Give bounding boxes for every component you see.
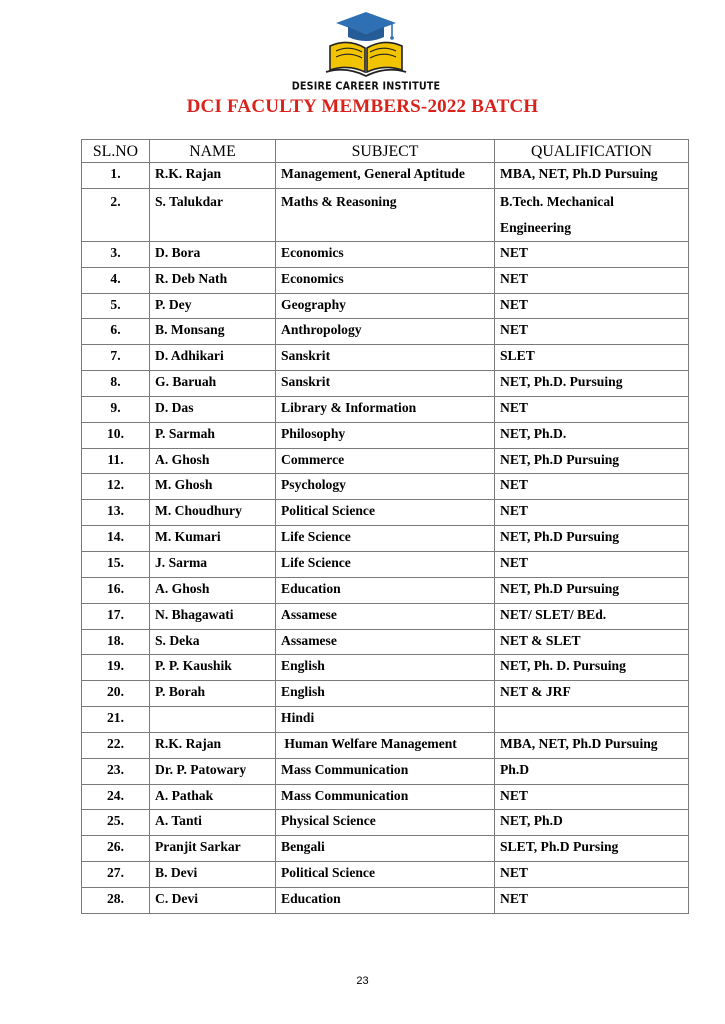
name-cell: P. Sarmah	[150, 422, 276, 448]
qualification-cell: NET	[495, 241, 689, 267]
name-cell: N. Bhagawati	[150, 603, 276, 629]
sl-no-cell: 15.	[82, 551, 150, 577]
qualification-cell: NET	[495, 551, 689, 577]
table-row	[82, 862, 689, 888]
table-row	[82, 396, 689, 422]
qualification-cell: NET, Ph.D Pursuing	[495, 448, 689, 474]
name-cell: D. Adhikari	[150, 345, 276, 371]
table-row	[82, 345, 689, 371]
sl-no-cell: 21.	[82, 707, 150, 733]
graduation-cap-book-icon	[324, 10, 408, 78]
qualification-cell: NET & JRF	[495, 681, 689, 707]
qualification-cell: NET, Ph. D. Pursuing	[495, 655, 689, 681]
table-row	[82, 422, 689, 448]
qualification-cell	[495, 707, 689, 733]
column-header-qualification: QUALIFICATION	[495, 140, 689, 163]
institute-name: DESIRE CAREER INSTITUTE	[291, 80, 441, 93]
qualification-cell: NET, Ph.D Pursuing	[495, 526, 689, 552]
name-cell: P. Dey	[150, 293, 276, 319]
subject-cell: Economics	[276, 267, 495, 293]
sl-no-cell: 14.	[82, 526, 150, 552]
name-cell: J. Sarma	[150, 551, 276, 577]
qualification-cell: SLET	[495, 345, 689, 371]
name-cell: D. Das	[150, 396, 276, 422]
subject-cell: Political Science	[276, 862, 495, 888]
table-row	[82, 551, 689, 577]
qualification-cell: Ph.D	[495, 758, 689, 784]
table-row	[82, 707, 689, 733]
table-row	[82, 810, 689, 836]
table-row	[82, 371, 689, 397]
table-row	[82, 319, 689, 345]
qualification-cell: NET	[495, 784, 689, 810]
table-row	[82, 758, 689, 784]
subject-cell: Maths & Reasoning	[276, 188, 495, 241]
name-cell: Pranjit Sarkar	[150, 836, 276, 862]
qualification-cell: NET	[495, 474, 689, 500]
subject-cell: English	[276, 681, 495, 707]
table-row	[82, 241, 689, 267]
name-cell: C. Devi	[150, 887, 276, 913]
subject-cell: Commerce	[276, 448, 495, 474]
table-row	[82, 784, 689, 810]
qualification-cell: MBA, NET, Ph.D Pursuing	[495, 163, 689, 189]
table-row	[82, 526, 689, 552]
name-cell: A. Pathak	[150, 784, 276, 810]
name-cell: M. Ghosh	[150, 474, 276, 500]
sl-no-cell: 22.	[82, 732, 150, 758]
name-cell: G. Baruah	[150, 371, 276, 397]
subject-cell: Education	[276, 887, 495, 913]
name-cell: D. Bora	[150, 241, 276, 267]
sl-no-cell: 16.	[82, 577, 150, 603]
subject-cell: Bengali	[276, 836, 495, 862]
qualification-cell: NET, Ph.D Pursuing	[495, 577, 689, 603]
sl-no-cell: 9.	[82, 396, 150, 422]
sl-no-cell: 2.	[82, 188, 150, 241]
name-cell: R.K. Rajan	[150, 163, 276, 189]
table-row	[82, 887, 689, 913]
table-row	[82, 293, 689, 319]
subject-cell: Mass Communication	[276, 784, 495, 810]
page-title: DCI FACULTY MEMBERS-2022 BATCH	[186, 96, 539, 117]
name-cell: M. Choudhury	[150, 500, 276, 526]
page-number: 23	[356, 975, 369, 987]
qualification-cell: SLET, Ph.D Pursing	[495, 836, 689, 862]
name-cell: B. Devi	[150, 862, 276, 888]
qualification-cell: NET	[495, 293, 689, 319]
name-cell: S. Deka	[150, 629, 276, 655]
name-cell: A. Ghosh	[150, 448, 276, 474]
table-row	[82, 474, 689, 500]
name-cell: R.K. Rajan	[150, 732, 276, 758]
name-cell: R. Deb Nath	[150, 267, 276, 293]
subject-cell: Geography	[276, 293, 495, 319]
sl-no-cell: 13.	[82, 500, 150, 526]
qualification-cell: B.Tech. Mechanical Engineering	[495, 188, 689, 241]
sl-no-cell: 3.	[82, 241, 150, 267]
qualification-cell: NET, Ph.D. Pursuing	[495, 371, 689, 397]
faculty-table	[81, 139, 689, 914]
sl-no-cell: 10.	[82, 422, 150, 448]
table-row	[82, 681, 689, 707]
subject-cell: Anthropology	[276, 319, 495, 345]
subject-cell: Mass Communication	[276, 758, 495, 784]
name-cell: P. Borah	[150, 681, 276, 707]
column-header-subject: SUBJECT	[276, 140, 495, 163]
qualification-cell: NET, Ph.D	[495, 810, 689, 836]
subject-cell: Economics	[276, 241, 495, 267]
qualification-cell: MBA, NET, Ph.D Pursuing	[495, 732, 689, 758]
subject-cell: Physical Science	[276, 810, 495, 836]
institute-logo	[286, 10, 446, 94]
sl-no-cell: 20.	[82, 681, 150, 707]
table-row	[82, 577, 689, 603]
column-header-sl-no: SL.NO	[82, 140, 150, 163]
subject-cell: English	[276, 655, 495, 681]
sl-no-cell: 5.	[82, 293, 150, 319]
sl-no-cell: 11.	[82, 448, 150, 474]
subject-cell: Sanskrit	[276, 371, 495, 397]
qualification-cell: NET	[495, 887, 689, 913]
subject-cell: Hindi	[276, 707, 495, 733]
sl-no-cell: 1.	[82, 163, 150, 189]
qualification-cell: NET, Ph.D.	[495, 422, 689, 448]
qualification-cell: NET	[495, 862, 689, 888]
sl-no-cell: 8.	[82, 371, 150, 397]
column-header-name: NAME	[150, 140, 276, 163]
table-row	[82, 655, 689, 681]
name-cell	[150, 707, 276, 733]
qualification-cell: NET	[495, 500, 689, 526]
sl-no-cell: 19.	[82, 655, 150, 681]
qualification-cell: NET	[495, 396, 689, 422]
sl-no-cell: 17.	[82, 603, 150, 629]
name-cell: A. Ghosh	[150, 577, 276, 603]
subject-cell: Sanskrit	[276, 345, 495, 371]
sl-no-cell: 26.	[82, 836, 150, 862]
table-row	[82, 448, 689, 474]
qualification-cell: NET	[495, 267, 689, 293]
sl-no-cell: 6.	[82, 319, 150, 345]
sl-no-cell: 25.	[82, 810, 150, 836]
name-cell: Dr. P. Patowary	[150, 758, 276, 784]
subject-cell: Life Science	[276, 526, 495, 552]
qualification-cell: NET & SLET	[495, 629, 689, 655]
qualification-cell: NET	[495, 319, 689, 345]
name-cell: M. Kumari	[150, 526, 276, 552]
subject-cell: Education	[276, 577, 495, 603]
table-row	[82, 732, 689, 758]
subject-cell: Philosophy	[276, 422, 495, 448]
table-row	[82, 836, 689, 862]
table-header-row	[82, 140, 689, 163]
subject-cell: Life Science	[276, 551, 495, 577]
table-row	[82, 267, 689, 293]
sl-no-cell: 23.	[82, 758, 150, 784]
name-cell: A. Tanti	[150, 810, 276, 836]
subject-cell: Psychology	[276, 474, 495, 500]
sl-no-cell: 27.	[82, 862, 150, 888]
subject-cell: Human Welfare Management	[276, 732, 495, 758]
subject-cell: Management, General Aptitude	[276, 163, 495, 189]
subject-cell: Library & Information	[276, 396, 495, 422]
table-row	[82, 629, 689, 655]
sl-no-cell: 18.	[82, 629, 150, 655]
name-cell: B. Monsang	[150, 319, 276, 345]
sl-no-cell: 4.	[82, 267, 150, 293]
sl-no-cell: 12.	[82, 474, 150, 500]
table-row	[82, 603, 689, 629]
name-cell: P. P. Kaushik	[150, 655, 276, 681]
subject-cell: Assamese	[276, 603, 495, 629]
table-row	[82, 500, 689, 526]
sl-no-cell: 24.	[82, 784, 150, 810]
name-cell: S. Talukdar	[150, 188, 276, 241]
subject-cell: Political Science	[276, 500, 495, 526]
sl-no-cell: 28.	[82, 887, 150, 913]
sl-no-cell: 7.	[82, 345, 150, 371]
table-row	[82, 188, 689, 241]
table-row	[82, 163, 689, 189]
qualification-cell: NET/ SLET/ BEd.	[495, 603, 689, 629]
subject-cell: Assamese	[276, 629, 495, 655]
